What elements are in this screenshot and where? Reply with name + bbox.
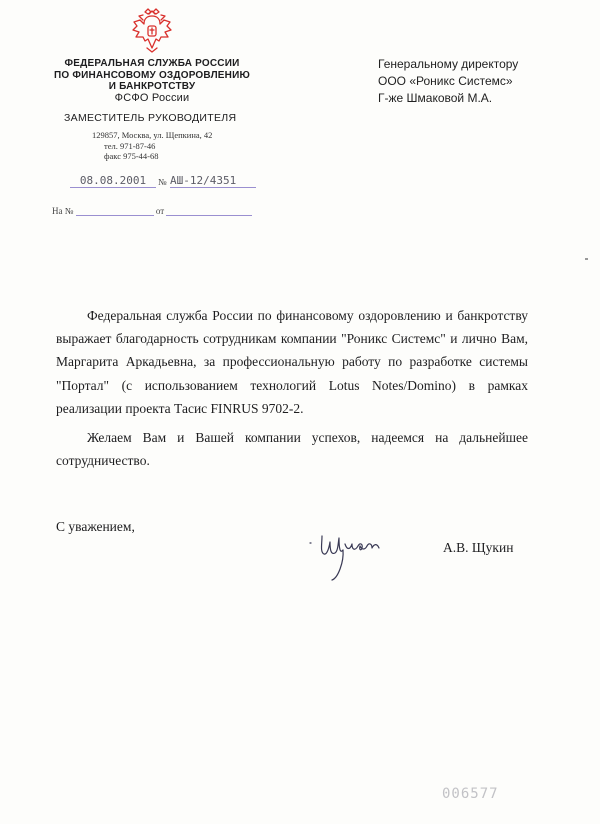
body-paragraph: Желаем Вам и Вашей компании успехов, надеемся на дальнейшее сотрудничество.: [56, 430, 528, 469]
phone-line: тел. 971-87-46: [104, 140, 156, 151]
addressee-line: Генеральному директору: [378, 57, 519, 71]
registration-number: АШ-12/4351: [170, 175, 256, 188]
handwritten-signature: [300, 522, 395, 584]
double-headed-eagle-icon: [131, 8, 173, 54]
registration-date: 08.08.2001: [70, 175, 156, 188]
paper-mark: [585, 258, 588, 260]
reference-date-blank: [166, 206, 252, 216]
letter-body: [56, 304, 528, 478]
agency-line: И БАНКРОТСТВУ: [108, 81, 196, 92]
sender-address: [92, 130, 272, 162]
reference-row: [52, 206, 252, 216]
addressee-line: ООО «Роникс Системс»: [378, 74, 513, 88]
sender-position: ЗАМЕСТИТЕЛЬ РУКОВОДИТЕЛЯ: [64, 112, 237, 124]
registration-number-label: №: [158, 177, 167, 187]
serial-number: 006577: [442, 786, 499, 802]
closing-phrase: С уважением,: [56, 519, 135, 534]
agency-line: ПО ФИНАНСОВОМУ ОЗДОРОВЛЕНИЮ: [53, 69, 250, 81]
fax-line: факс 975-44-68: [104, 151, 159, 161]
agency-line: ФЕДЕРАЛЬНАЯ СЛУЖБА РОССИИ: [64, 58, 240, 69]
body-paragraph: Федеральная служба России по финансовому оздоровлению и банкротству выражает благодарность сотрудникам компании "Роникс Системс" и лично Вам, Маргарита Аркадьевна, за профессиональную работу по разработке системы "Портал" (с использованием технологий Lotus Notes/Domino) в рамках реализации проекта Тасис FINRUS 9702-2.: [56, 308, 528, 416]
reference-date-label: от: [155, 206, 165, 216]
address-line: 129857, Москва, ул. Щепкина, 42: [92, 130, 213, 140]
agency-abbreviation: ФСФО России: [114, 91, 190, 104]
addressee-block: [378, 56, 578, 107]
reference-number-label: На №: [52, 206, 74, 216]
agency-name: [40, 58, 264, 104]
faint-stamp-imprint: [372, 686, 542, 714]
reference-number-blank: [76, 206, 154, 216]
addressee-line: Г-же Шмаковой М.А.: [378, 91, 493, 105]
signatory-name: А.В. Щукин: [443, 540, 514, 555]
